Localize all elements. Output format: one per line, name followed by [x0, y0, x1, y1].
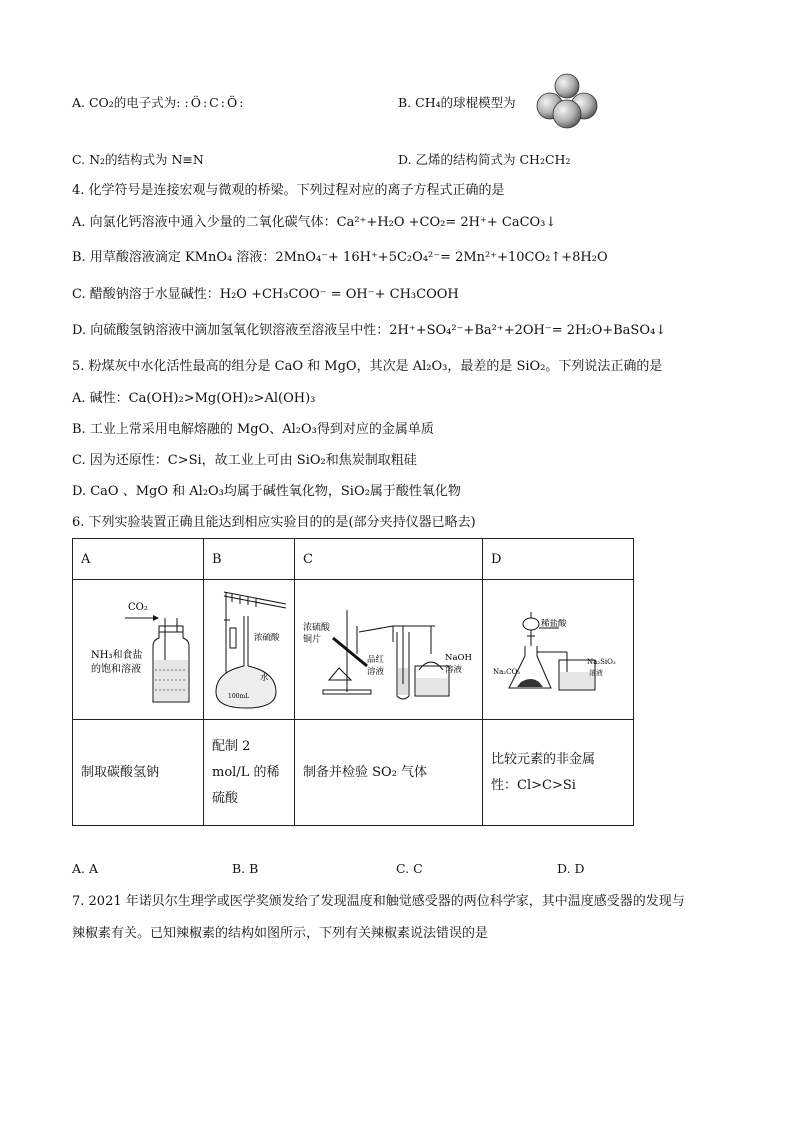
- label-b-acid: 浓硫酸: [254, 633, 280, 643]
- q6-answer-a: A. A: [72, 861, 99, 876]
- apparatus-d-image: [483, 580, 625, 715]
- desc-a-line: 制取碳酸氢钠: [81, 764, 160, 780]
- q3-option-b: [398, 94, 516, 112]
- label-a-solution-2: 的饱和溶液: [91, 664, 141, 675]
- label-d-solution: 溶液: [589, 669, 603, 677]
- desc-d: [483, 720, 634, 826]
- q3-option-a-text: A. CO₂的电子式为:: [72, 95, 181, 110]
- desc-b: [204, 720, 295, 826]
- apparatus-b-image: [204, 580, 286, 715]
- label-b-water: 水: [260, 673, 269, 683]
- apparatus-c-cell: [295, 580, 483, 720]
- q6-answer-c: C. C: [396, 861, 423, 876]
- header-d: D: [483, 539, 634, 580]
- label-c-solution-2: 溶液: [445, 665, 463, 675]
- q7-line-2: 辣椒素有关。已知辣椒素的结构如图所示，下列有关辣椒素说法错误的是: [72, 926, 489, 941]
- header-b: B: [204, 539, 295, 580]
- q5-option-b: B. 工业上常采用电解熔融的 MgO、Al₂O₃得到对应的金属单质: [72, 422, 434, 437]
- q4-option-a: A. 向氯化钙溶液中通入少量的二氧化碳气体：Ca²⁺+H₂O +CO₂= 2H⁺+ CaCO₃↓: [72, 215, 557, 230]
- apparatus-b-cell: [204, 580, 295, 720]
- label-d-na2sio3: Na₂SiO₃: [587, 658, 616, 666]
- label-c-solution-1: 溶液: [367, 667, 385, 677]
- q3-option-d: D. 乙烯的结构简式为 CH₂CH₂: [398, 152, 571, 167]
- q6-answer-d: D. D: [557, 861, 585, 876]
- q4-option-c: C. 醋酸钠溶于水显碱性：H₂O +CH₃COO⁻ = OH⁻+ CH₃COOH: [72, 287, 459, 302]
- co2-electron-formula: :Ö:C:Ö:: [184, 95, 246, 110]
- label-b-volume: 100mL: [228, 693, 250, 700]
- q4-option-b: B. 用草酸溶液滴定 KMnO₄ 溶液：2MnO₄⁻+ 16H⁺+5C₂O₄²⁻= 2Mn²⁺+10CO₂↑+8H₂O: [72, 250, 608, 265]
- apparatus-a-cell: [73, 580, 204, 720]
- label-a-solution-1: NH₃和食盐: [91, 650, 143, 661]
- desc-c-line: 制备并检验 SO₂ 气体: [303, 764, 428, 780]
- q5-stem: 5. 粉煤灰中水化活性最高的组分是 CaO 和 MgO，其次是 Al₂O₃，最差的是 SiO₂。下列说法正确的是: [72, 359, 663, 374]
- apparatus-c-image: [295, 580, 474, 715]
- experiment-table: [72, 538, 634, 826]
- q5-option-a: A. 碱性：Ca(OH)₂>Mg(OH)₂>Al(OH)₃: [72, 391, 316, 406]
- desc-d-line-1: 比较元素的非金属: [491, 751, 596, 767]
- q3-option-b-text: B. CH₄的球棍模型为: [398, 95, 516, 110]
- q5-option-c: C. 因为还原性：C>Si，故工业上可由 SiO₂和焦炭制取粗硅: [72, 453, 417, 468]
- q3-option-c: C. N₂的结构式为 N≡N: [72, 152, 204, 167]
- label-d-hcl: 稀盐酸: [541, 619, 567, 629]
- apparatus-d-cell: [483, 580, 634, 720]
- desc-b-line-3: 硫酸: [212, 790, 239, 806]
- q3-option-a: [72, 94, 245, 112]
- q6-answer-b: B. B: [232, 861, 259, 876]
- q6-stem: 6. 下列实验装置正确且能达到相应实验目的的是(部分夹持仪器已略去): [72, 515, 476, 530]
- label-c-naoh: NaOH: [445, 653, 472, 663]
- label-c-acid: 浓硫酸: [303, 623, 331, 633]
- ch4-ball-model-image: [534, 72, 600, 130]
- apparatus-a-image: [73, 580, 203, 715]
- q7-line-1: 7. 2021 年诺贝尔生理学或医学奖颁发给了发现温度和触觉感受器的两位科学家，其中温度感受器的发现与: [72, 894, 685, 909]
- label-d-na2co3: Na₂CO₃: [493, 668, 521, 676]
- desc-b-line-2: mol/L 的稀: [212, 764, 280, 780]
- q4-option-d: D. 向硫酸氢钠溶液中滴加氢氧化钡溶液至溶液呈中性：2H⁺+SO₄²⁻+Ba²⁺+2OH⁻= 2H₂O+BaSO₄↓: [72, 323, 667, 338]
- label-c-pinkred: 品红: [367, 655, 385, 665]
- q5-option-d: D. CaO 、MgO 和 Al₂O₃均属于碱性氧化物，SiO₂属于酸性氧化物: [72, 484, 461, 499]
- header-c: C: [295, 539, 483, 580]
- desc-b-line-1: 配制 2: [212, 738, 251, 754]
- desc-d-line-2: 性：Cl>C>Si: [491, 777, 576, 793]
- q4-stem: 4. 化学符号是连接宏观与微观的桥梁。下列过程对应的离子方程式正确的是: [72, 183, 505, 198]
- label-c-copper: 铜片: [303, 635, 322, 645]
- desc-a: [73, 720, 204, 826]
- label-co2: CO₂: [128, 602, 148, 613]
- header-a: A: [73, 539, 204, 580]
- desc-c: [295, 720, 483, 826]
